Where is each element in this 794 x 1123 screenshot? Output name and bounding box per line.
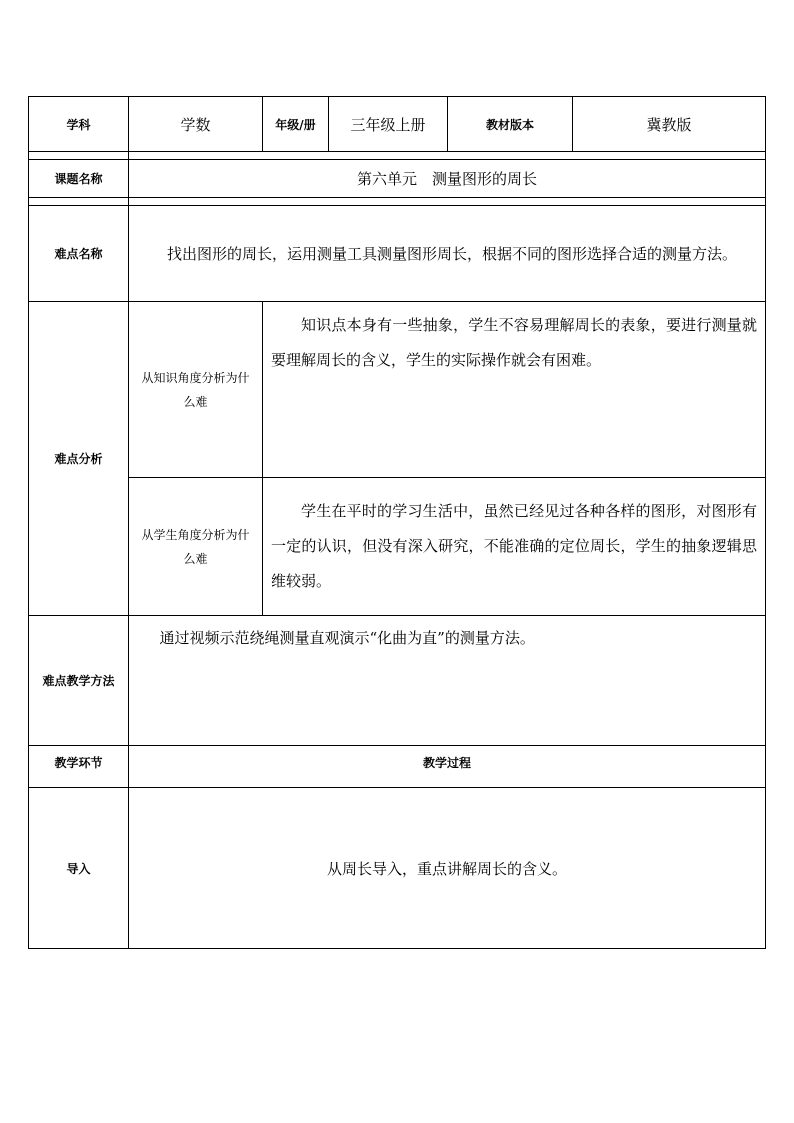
difficulty-text: 找出图形的周长，运用测量工具测量图形周长，根据不同的图形选择合适的测量方法。 [167, 244, 738, 263]
analysis-label: 难点分析 [29, 302, 129, 616]
header-row [29, 97, 766, 152]
difficulty-row [29, 206, 766, 302]
edition-value: 冀教版 [573, 97, 766, 152]
subject-label: 学科 [29, 97, 129, 152]
analysis-knowledge-row [29, 302, 766, 478]
method-text: 通过视频示范绕绳测量直观演示“化曲为直”的测量方法。 [159, 629, 535, 647]
method-row [29, 616, 766, 746]
knowledge-angle-label: 从知识角度分析为什么难 [129, 302, 263, 478]
stage-header: 教学环节 [29, 746, 129, 788]
student-angle-label: 从学生角度分析为什么难 [129, 478, 263, 616]
difficulty-label: 难点名称 [29, 206, 129, 302]
intro-label: 导入 [29, 788, 129, 949]
analysis-student-row [29, 478, 766, 616]
method-label: 难点教学方法 [29, 616, 129, 746]
lesson-plan-table [28, 96, 766, 949]
edition-label: 教材版本 [448, 97, 573, 152]
lesson-label: 课题名称 [29, 160, 129, 198]
subject-value: 学数 [129, 97, 263, 152]
process-header: 教学过程 [129, 746, 766, 788]
lesson-row [29, 160, 766, 198]
intro-row [29, 788, 766, 949]
spacer-row [29, 198, 766, 206]
student-angle-text: 学生在平时的学习生活中，虽然已经见过各种各样的图形，对图形有一定的认识，但没有深入研究，不能准确的定位周长，学生的抽象逻辑思维较弱。 [271, 502, 757, 590]
process-header-row [29, 746, 766, 788]
spacer-row [29, 152, 766, 160]
knowledge-angle-text: 知识点本身有一些抽象，学生不容易理解周长的表象，要进行测量就要理解周长的含义，学生的实际操作就会有困难。 [271, 316, 757, 369]
intro-text: 从周长导入，重点讲解周长的含义。 [129, 788, 766, 949]
grade-label: 年级/册 [263, 97, 329, 152]
lesson-title: 第六单元 测量图形的周长 [129, 160, 766, 198]
grade-value: 三年级上册 [329, 97, 448, 152]
